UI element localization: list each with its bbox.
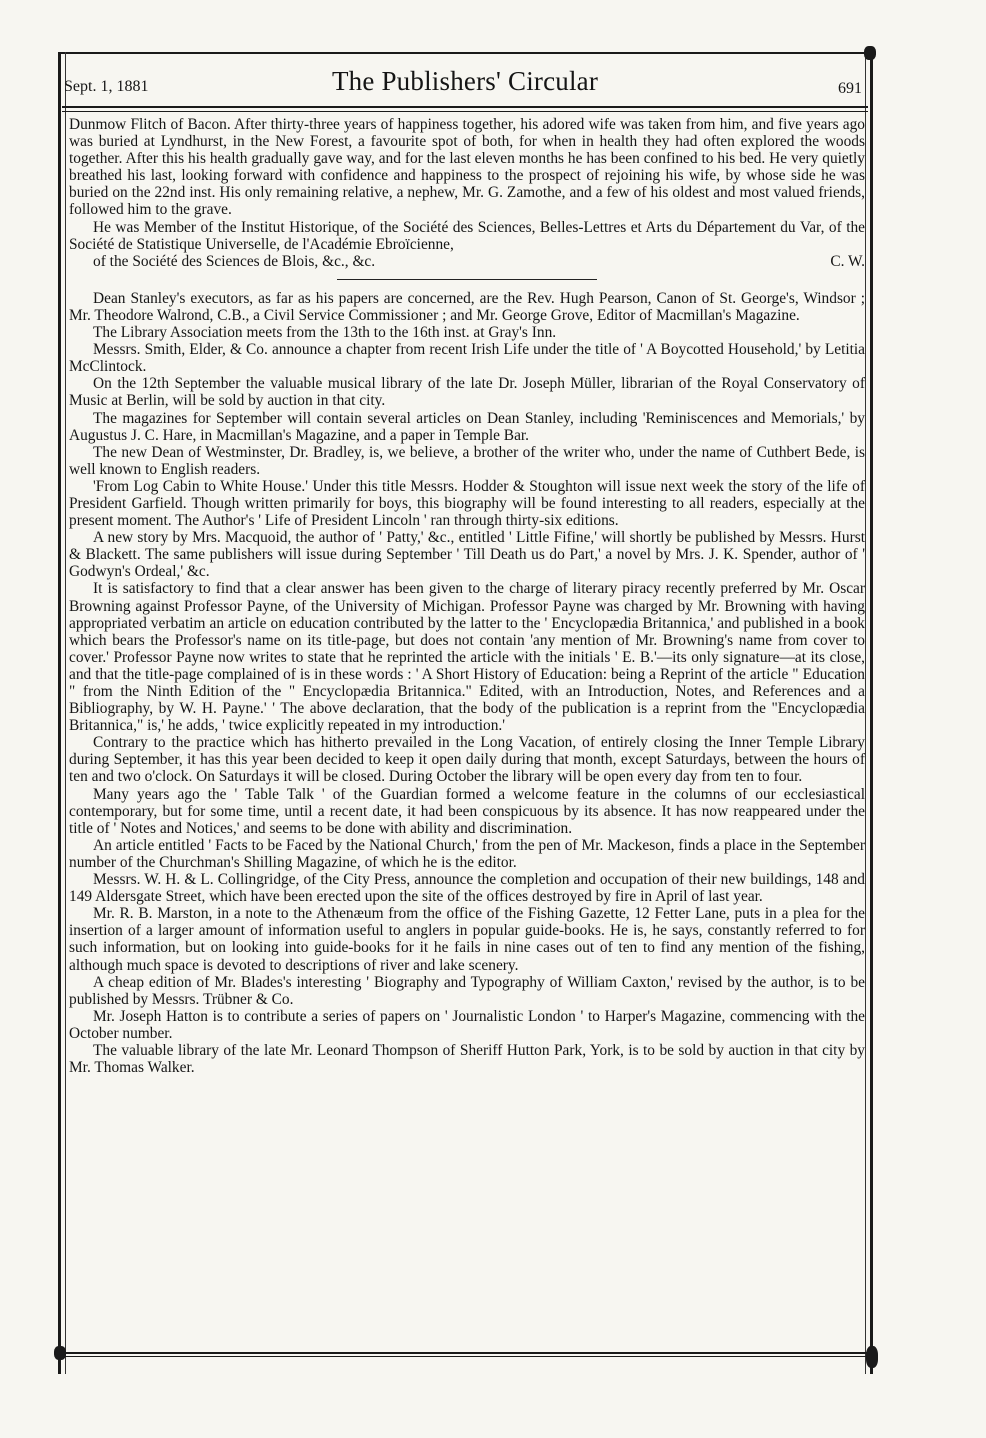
article-body	[69, 116, 865, 1076]
news-note: A cheap edition of Mr. Blades's interesting ' Biography and Typography of William Caxton,' revised by the author, is to be published by Messrs. Trübner & Co.	[69, 973, 865, 1008]
news-note: The Library Association meets from the 13th to the 16th inst. at Gray's Inn.	[93, 324, 557, 342]
journal-title: The Publishers' Circular	[331, 66, 599, 96]
author-signature: C. W.	[830, 252, 865, 270]
footer-rule	[62, 1352, 868, 1354]
news-note: The valuable library of the late Mr. Leonard Thompson of Sheriff Hutton Park, York, is to be sold by auction in that city by Mr. Thomas Walker.	[69, 1041, 865, 1077]
obituary-closing	[69, 253, 865, 270]
news-note: Dean Stanley's executors, as far as his papers are concerned, are the Rev. Hugh Pearson, Canon of St. George's, Windsor ; Mr. Theodore Walrond, C.B., a Civil Service Commissioner ; and Mr. George Grove, Editor of Macmillan's Magazine.	[69, 289, 865, 324]
page-number: 691	[838, 80, 862, 97]
news-note: Messrs. W. H. & L. Collingridge, of the City Press, announce the completion and occupation of their new buildings, 148 and 149 Aldersgate Street, which have been erected upon the site of the offices destroyed by fire in April of last year.	[69, 871, 865, 906]
news-note: A new story by Mrs. Macquoid, the author of ' Patty,' &c., entitled ' Little Fifine,' will shortly be published by Messrs. Hurst & Blackett. The same publishers will issue during September ' Till Death us do Part,' a novel by Mrs. J. K. Spender, author of ' Godwyn's Ordeal,' &c.	[69, 529, 865, 581]
news-note: The magazines for September will contain several articles on Dean Stanley, including 'Reminiscences and Memorials,' by Augustus J. C. Hare, in Macmillan's Magazine, and a paper in Temple Bar.	[69, 409, 865, 444]
header-rule-thin	[62, 111, 868, 112]
obituary-memberships: He was Member of the Institut Historique, of the Société des Sciences, Belles-Lettres et Arts du Département du Var, of the Société de Statistique Universelle, de l'Académie Ebroïcienne,	[69, 218, 865, 253]
news-note: Mr. R. B. Marston, in a note to the Athenæum from the office of the Fishing Gazette, 12 Fetter Lane, puts in a plea for the insertion of a larger amount of information useful to anglers in popular guide-books. He is, he says, constantly referred to for such information, but on looking into guide-books for it he fails in nine cases out of ten to find any mention of the fishing, although much space is devoted to descriptions of river and lake scenery.	[69, 905, 865, 974]
issue-date: Sept. 1, 1881	[64, 78, 149, 95]
news-note: An article entitled ' Facts to be Faced by the National Church,' from the pen of Mr. Mackeson, finds a place in the September number of the Churchman's Shilling Magazine, of which he is the editor.	[69, 836, 865, 871]
section-divider	[337, 279, 597, 280]
news-note: 'From Log Cabin to White House.' Under this title Messrs. Hodder & Stoughton will issue next week the story of the life of President Garfield. Though written primarily for boys, this biography will be found interesting to all readers, especially at the present moment. The Author's ' Life of President Lincoln ' ran through thirty-six editions.	[69, 477, 865, 530]
ornament-bottom-right	[866, 1346, 878, 1368]
running-header	[64, 60, 866, 102]
news-note: Many years ago the ' Table Talk ' of the Guardian formed a welcome feature in the columns of our ecclesiastical contemporary, but for some time, until a recent date, it had been conspicuous by its absence. It has now reappeared under the title of ' Notes and Notices,' and seems to be done with ability and discrimination.	[69, 785, 865, 837]
ornament-top-right	[864, 46, 876, 60]
news-note: On the 12th September the valuable musical library of the late Dr. Joseph Müller, librarian of the Royal Conservatory of Music at Berlin, will be sold by auction in that city.	[69, 375, 865, 410]
header-rule	[62, 106, 868, 108]
news-note: It is satisfactory to find that a clear answer has been given to the charge of literary piracy recently preferred by Mr. Oscar Browning against Professor Payne, of the University of Michigan. Professor Payne was charged by Mr. Browning with having appropriated verbatim an article on education contributed by the latter to the ' Encyclopædia Britannica,' and published in a book which bears the Professor's name on its title-page, but does not contain 'any mention of Mr. Browning's name from cover to cover.' Professor Payne now writes to state that he reprinted the article with the initials ' E. B.'—its only signature—at its close, and that the title-page complained of is in these words : ' A Short History of Education: being a Reprint of the article " Education " from the Ninth Edition of the " Encyclopædia Britannica." Edited, with an Introduction, Notes, and References and a Bibliography, by W. H. Payne.' ' The above declaration, that the body of the publication is a reprint from the "Encyclopædia Britannica," is,' he adds, ' twice explicitly repeated in my introduction.'	[69, 580, 865, 735]
news-note: The new Dean of Westminster, Dr. Bradley, is, we believe, a brother of the writer who, under the name of Cuthbert Bede, is well known to English readers.	[69, 443, 865, 478]
obituary-memberships-end: of the Société des Sciences de Blois, &c., &c.	[93, 252, 376, 270]
obituary-paragraph: Dunmow Flitch of Bacon. After thirty-three years of happiness together, his adored wife was taken from him, and five years ago was buried at Lyndhurst, in the New Forest, a favourite spot of both, for when in health they had often explored the woods together. After this his health gradually gave way, and for the last eleven months he has been confined to his bed. He very quietly breathed his last, looking forward with confidence and happiness to the prospect of rejoining his wife, by whose side he was buried on the 22nd inst. His only remaining relative, a nephew, Mr. G. Zamothe, and a few of his oldest and most valued friends, followed him to the grave.	[69, 116, 865, 219]
news-note: Messrs. Smith, Elder, & Co. announce a chapter from recent Irish Life under the title of ' A Boycotted Household,' by Letitia McClintock.	[69, 341, 865, 376]
news-note: Mr. Joseph Hatton is to contribute a series of papers on ' Journalistic London ' to Harper's Magazine, commencing with the October number.	[69, 1007, 865, 1042]
footer-rule-thin	[62, 1356, 868, 1357]
news-note: Contrary to the practice which has hitherto prevailed in the Long Vacation, of entirely closing the Inner Temple Library during September, it has this year been decided to keep it open daily during that month, except Saturdays, between the hours of ten and two o'clock. On Saturdays it will be closed. During October the library will be open every day from ten to four.	[69, 734, 865, 786]
